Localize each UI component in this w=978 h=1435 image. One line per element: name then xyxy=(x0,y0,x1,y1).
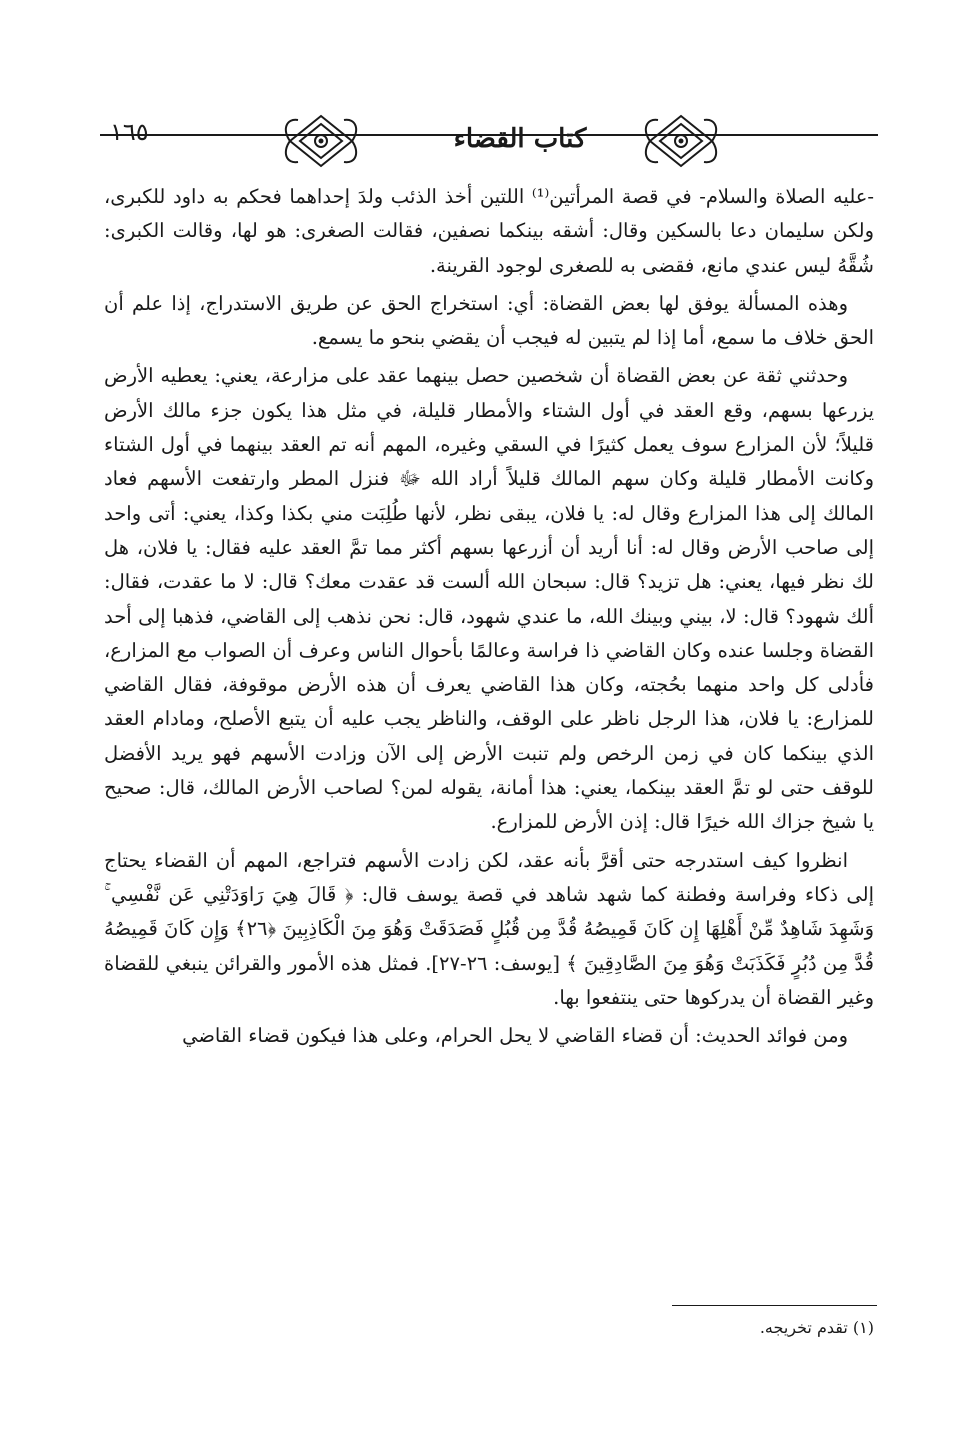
ornament-right-icon xyxy=(640,110,722,172)
ornament-left-icon xyxy=(280,110,362,172)
running-header xyxy=(100,110,878,172)
paragraph: وهذه المسألة يوفق لها بعض القضاة: أي: استخراج الحق عن طريق الاستدراج، إذا علم أن الحق خلاف ما سمع، أما إذا لم يتبين له فيجب أن يقضي بنحو ما يسمع. xyxy=(104,291,874,350)
paragraph: انظروا كيف استدرجه حتى أقرَّ بأنه عقد، لكن زادت الأسهم فتراجع، المهم أن القضاء يحتاج إلى ذكاء وفراسة وفطنة كما شهد شاهد في قصة يوسف قال: ﴿ قَالَ هِيَ رَاوَدَتْنِي عَن نَّفْسِي ۚ وَشَهِدَ شَاهِدٌ مِّنْ أَهْلِهَا إِن كَانَ قَمِيصُهُ قُدَّ مِن قُبُلٍ فَصَدَقَتْ وَهُوَ مِنَ الْكَاذِبِينَ ﴿٢٦﴾ وَإِن كَانَ قَمِيصُهُ قُدَّ مِن دُبُرٍ فَكَذَبَتْ وَهُوَ مِنَ الصَّادِقِينَ ﴾ [يوسف: ٢٦-٢٧]. فمثل هذه الأمور والقرائن ينبغي للقضاة وغير القضاة أن يدركوها حتى ينتفعوا بها. xyxy=(104,848,874,1009)
paragraph: وحدثني ثقة عن بعض القضاة أن شخصين حصل بينهما عقد على مزارعة، يعني: يعطيه الأرض يزرعها بسهم، وقع العقد في أول الشتاء والأمطار قليلة، في مثل هذا يكون جزء مالك الأرض قليلاً؛ لأن المزارع سوف يعمل كثيرًا في السقي وغيره، المهم أنه تم العقد بينهما في أول الشتاء وكانت الأمطار قليلة وكان سهم المالك قليلاً أراد الله ﷻ فنزل المطر وارتفعت الأسهم فعاد المالك إلى هذا المزارع وقال له: يا فلان، يبقى نظر، لأنها طُلِبَت مني بكذا وكذا، يعني: أتى واحد إلى صاحب الأرض وقال له: أنا أريد أن أزرعها بسهم أكثر مما تمَّ العقد عليه فقال: يا فلان، هل لك نظر فيها، يعني: هل تزيد؟ قال: سبحان الله ألست قد عقدت معك؟ قال: لا ما عقدت، فقال: ألك شهود؟ قال: لا، بيني وبينك الله، ما عندي شهود، قال: نحن نذهب إلى القاضي، فذهبا إلى أحد القضاة وجلسا عنده وكان القاضي ذا فراسة وعالمًا بأحوال الناس وعرف أن الصواب مع المزارع، فأدلى كل واحد منهما بحُجته، وكان هذا القاضي يعرف أن هذه الأرض موقوفة، فقال القاضي للمزارع: يا فلان، هذا الرجل ناظر على الوقف، والناظر يجب عليه أن يتبع الأصلح، ومادام العقد الذي بينكما كان في زمن الرخص ولم تنبت الأرض إلى الآن وزادت الأسهم فهو يريد الأفضل للوقف حتى لو تمَّ العقد بينكما، يعني: هذا أمانة، يقوله لمن؟ لصاحب الأرض المالك، قال: صحيح يا شيخ جزاك الله خيرًا قال: إذن الأرض للمزارع. xyxy=(104,364,874,834)
book-title: كتاب القضاء xyxy=(453,124,587,154)
footnote-rule xyxy=(672,1305,877,1306)
paragraph: ومن فوائد الحديث: أن قضاء القاضي لا يحل الحرام، وعلى هذا فيكون قضاء القاضي xyxy=(182,1024,848,1048)
paragraph: -عليه الصلاة والسلام- في قصة المرأتين⁽¹⁾ اللتين أخذ الذئب ولدَ إحداهما فحكم به داود للكبرى، ولكن سليمان دعا بالسكين وقال: أشقه بينكما نصفين، فقالت الصغرى: هو لها، وقالت الكبرى: شُقَّهُ ليس عندي مانع، فقضى به للصغرى لوجود القرينة. xyxy=(104,185,874,277)
page-number: ١٦٥ xyxy=(110,118,149,146)
footnote: (١) تقدم تخريجه. xyxy=(759,1318,874,1337)
header-rule xyxy=(100,134,878,136)
body-text xyxy=(104,180,874,1057)
